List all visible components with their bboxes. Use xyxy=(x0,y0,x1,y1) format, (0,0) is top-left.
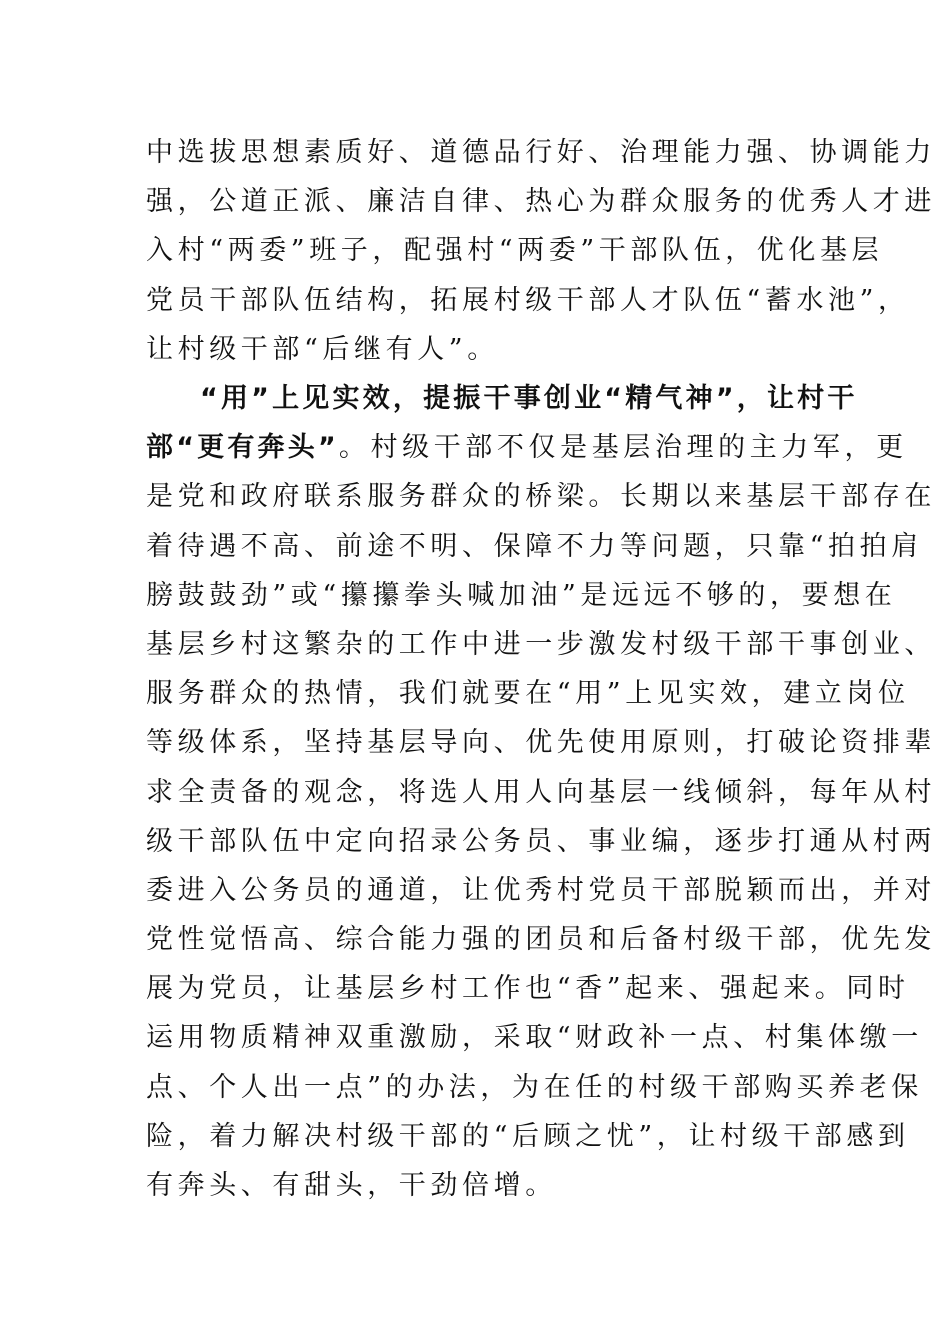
paragraph-2-line: 党性觉悟高、综合能力强的团员和后备村级干部，优先发 xyxy=(146,924,936,956)
paragraph-2-line: 展为党员，让基层乡村工作也“香”起来、强起来。同时 xyxy=(146,973,910,1005)
paragraph-2-line: 点、个人出一点”的办法，为在任的村级干部购买养老保 xyxy=(146,1071,923,1103)
paragraph-2-line: 等级体系，坚持基层导向、优先使用原则，打破论资排辈 xyxy=(146,727,936,759)
section-heading-line-1: “用”上见实效，提振干事创业“精气神”，让村干 xyxy=(200,383,858,414)
paragraph-2-line: 有奔头、有甜头，干劲倍增。 xyxy=(146,1170,557,1201)
paragraph-2-line-rest: 。村级干部不仅是基层治理的主力军，更 xyxy=(338,432,908,464)
paragraph-2-line: 级干部队伍中定向招录公务员、事业编，逐步打通从村两 xyxy=(146,825,936,857)
paragraph-1-line: 中选拔思想素质好、道德品行好、治理能力强、协调能力 xyxy=(146,137,936,168)
paragraph-2-line: 基层乡村这繁杂的工作中进一步激发村级干部干事创业、 xyxy=(146,628,936,660)
paragraph-1 xyxy=(146,128,936,374)
paragraph-2 xyxy=(146,374,936,1210)
paragraph-2-line: 着待遇不高、前途不明、保障不力等问题，只靠“拍拍肩 xyxy=(146,530,923,562)
paragraph-1-line: 强，公道正派、廉洁自律、热心为群众服务的优秀人才进 xyxy=(146,186,936,218)
paragraph-1-line: 党员干部队伍结构，拓展村级干部人才队伍“蓄水池”， xyxy=(146,284,910,316)
paragraph-2-line: 险，着力解决村级干部的“后顾之忧”，让村级干部感到 xyxy=(146,1120,910,1152)
paragraph-1-line: 入村“两委”班子，配强村“两委”干部队伍，优化基层 xyxy=(146,235,884,267)
paragraph-2-line: 是党和政府联系服务群众的桥梁。长期以来基层干部存在 xyxy=(146,481,936,513)
paragraph-2-line xyxy=(146,423,908,472)
paragraph-2-line: 服务群众的热情，我们就要在“用”上见实效，建立岗位 xyxy=(146,678,910,710)
paragraph-2-line: 运用物质精神双重激励，采取“财政补一点、村集体缴一 xyxy=(146,1022,923,1054)
paragraph-1-line: 让村级干部“后继有人”。 xyxy=(146,333,499,365)
paragraph-2-line: 求全责备的观念，将选人用人向基层一线倾斜，每年从村 xyxy=(146,776,936,808)
paragraph-2-line: 委进入公务员的通道，让优秀村党员干部脱颖而出，并对 xyxy=(146,874,936,906)
section-heading-line-2: 部“更有奔头” xyxy=(146,432,339,464)
paragraph-2-line: 膀鼓鼓劲”或“攥攥拳头喊加油”是远远不够的，要想在 xyxy=(146,579,897,611)
